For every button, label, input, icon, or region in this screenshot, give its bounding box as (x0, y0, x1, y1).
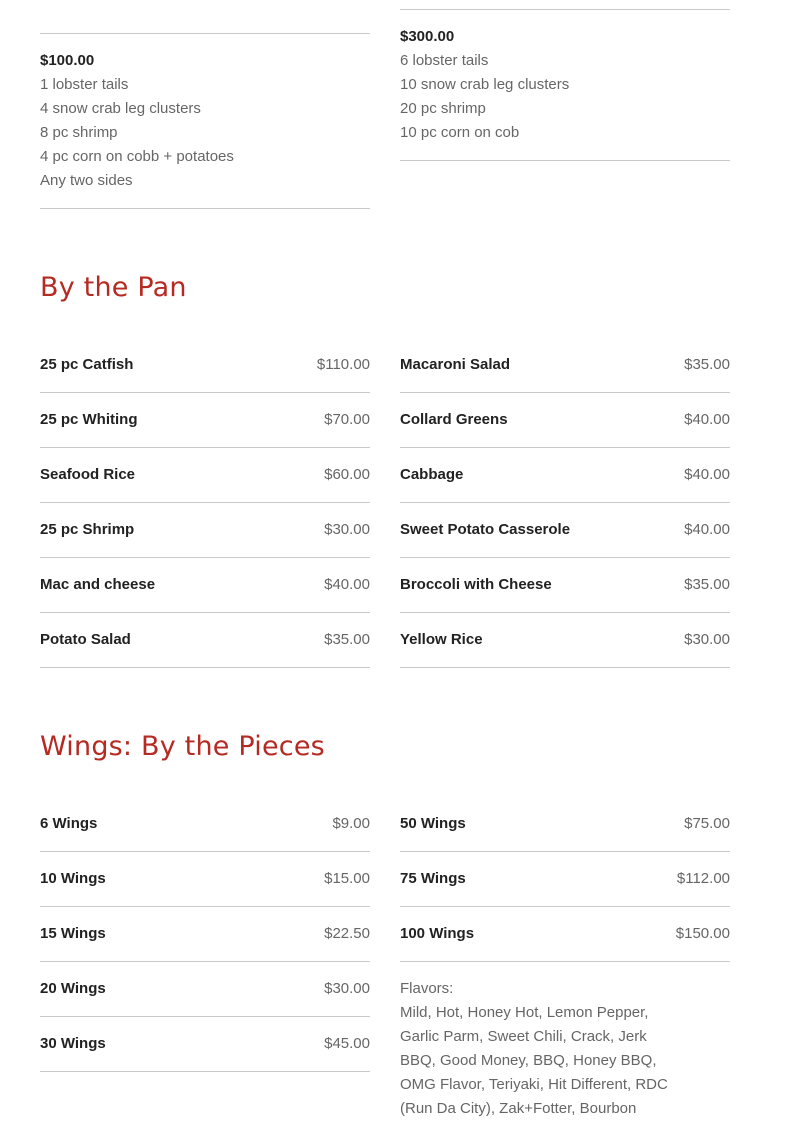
row-divider (400, 667, 730, 668)
menu-item-name: 15 Wings (40, 925, 106, 942)
menu-item-row (400, 573, 730, 628)
row-divider (40, 557, 370, 558)
menu-item-row (40, 922, 370, 977)
menu-item-price: $40.00 (324, 576, 370, 593)
menu-item-name: Macaroni Salad (400, 356, 511, 373)
package-left-top-divider (40, 33, 370, 34)
menu-item-name: Broccoli with Cheese (400, 576, 552, 593)
menu-item-row (400, 353, 730, 408)
menu-item-name: 50 Wings (400, 815, 466, 832)
package-left-item: 4 pc corn on cobb + potatoes (40, 148, 234, 165)
menu-item-row (40, 1032, 370, 1087)
menu-item-row (40, 628, 370, 683)
package-right-item: 6 lobster tails (400, 52, 489, 69)
menu-item-name: Cabbage (400, 466, 464, 483)
menu-item-name: Seafood Rice (40, 466, 136, 483)
package-right-bottom-divider (400, 160, 730, 161)
flavors-label: Flavors: (400, 980, 454, 997)
menu-item-row (400, 518, 730, 573)
menu-item-row (400, 922, 730, 977)
menu-item-price: $35.00 (684, 356, 730, 373)
menu-item-row (400, 867, 730, 922)
menu-item-price: $112.00 (676, 870, 730, 887)
menu-item-name: Yellow Rice (400, 631, 483, 648)
menu-item-row (40, 812, 370, 867)
row-divider (40, 1071, 370, 1072)
menu-item-name: 75 Wings (400, 870, 466, 887)
menu-item-name: 25 pc Shrimp (40, 521, 135, 538)
menu-item-name: Sweet Potato Casserole (400, 521, 571, 538)
row-divider (400, 851, 730, 852)
menu-item-price: $150.00 (675, 925, 730, 942)
package-left-bottom-divider (40, 208, 370, 209)
row-divider (400, 502, 730, 503)
row-divider (40, 1016, 370, 1017)
row-divider (40, 851, 370, 852)
menu-item-row (400, 408, 730, 463)
menu-item-name: 25 pc Catfish (40, 356, 134, 373)
menu-item-price: $40.00 (684, 466, 730, 483)
menu-item-price: $35.00 (684, 576, 730, 593)
menu-item-price: $15.00 (324, 870, 370, 887)
menu-item-row (40, 408, 370, 463)
row-divider (40, 447, 370, 448)
menu-item-row (40, 463, 370, 518)
row-divider (400, 906, 730, 907)
menu-item-price: $70.00 (324, 411, 370, 428)
package-right-price: $300.00 (400, 28, 455, 45)
menu-item-price: $110.00 (316, 356, 370, 373)
menu-item-name: Collard Greens (400, 411, 508, 428)
menu-item-price: $30.00 (324, 980, 370, 997)
menu-item-price: $35.00 (324, 631, 370, 648)
menu-item-row (40, 353, 370, 408)
menu-item-price: $9.00 (332, 815, 370, 832)
row-divider (40, 392, 370, 393)
row-divider (400, 961, 730, 962)
row-divider (40, 906, 370, 907)
section-title-wings: Wings: By the Pieces (40, 731, 325, 762)
menu-item-row (400, 463, 730, 518)
menu-item-row (40, 573, 370, 628)
package-right-top-divider (400, 9, 730, 10)
menu-item-price: $30.00 (324, 521, 370, 538)
package-right-item: 20 pc shrimp (400, 100, 486, 117)
row-divider (40, 961, 370, 962)
package-left-item: 8 pc shrimp (40, 124, 118, 141)
menu-item-price: $30.00 (684, 631, 730, 648)
section-title-by-the-pan: By the Pan (40, 272, 187, 303)
menu-item-name: 30 Wings (40, 1035, 106, 1052)
menu-item-name: 20 Wings (40, 980, 106, 997)
package-left-item: 4 snow crab leg clusters (40, 100, 201, 117)
menu-item-row (40, 977, 370, 1032)
menu-item-name: 6 Wings (40, 815, 98, 832)
menu-item-price: $75.00 (684, 815, 730, 832)
menu-item-name: Mac and cheese (40, 576, 156, 593)
package-right-item: 10 pc corn on cob (400, 124, 520, 141)
row-divider (40, 667, 370, 668)
package-left-item: 1 lobster tails (40, 76, 129, 93)
flavors-list: Mild, Hot, Honey Hot, Lemon Pepper, Garlic Parm, Sweet Chili, Crack, Jerk BBQ, Good Money, BBQ, Honey BBQ, OMG Flavor, Teriyaki, Hit Different, RDC (Run Da City), Zak+Fotter, Bourbon (400, 1004, 668, 1117)
row-divider (400, 612, 730, 613)
menu-item-name: 100 Wings (400, 925, 475, 942)
row-divider (40, 502, 370, 503)
package-left-item: Any two sides (40, 172, 133, 189)
package-right-item: 10 snow crab leg clusters (400, 76, 570, 93)
menu-item-price: $22.50 (324, 925, 370, 942)
menu-item-row (400, 628, 730, 683)
menu-item-name: 25 pc Whiting (40, 411, 138, 428)
menu-item-price: $40.00 (684, 411, 730, 428)
row-divider (400, 447, 730, 448)
menu-item-price: $40.00 (684, 521, 730, 538)
package-left-price: $100.00 (40, 52, 95, 69)
menu-item-row (400, 812, 730, 867)
menu-item-row (40, 867, 370, 922)
menu-item-row (40, 518, 370, 573)
menu-item-price: $45.00 (324, 1035, 370, 1052)
row-divider (400, 392, 730, 393)
menu-item-name: 10 Wings (40, 870, 106, 887)
row-divider (40, 612, 370, 613)
menu-item-name: Potato Salad (40, 631, 131, 648)
row-divider (400, 557, 730, 558)
menu-item-price: $60.00 (324, 466, 370, 483)
